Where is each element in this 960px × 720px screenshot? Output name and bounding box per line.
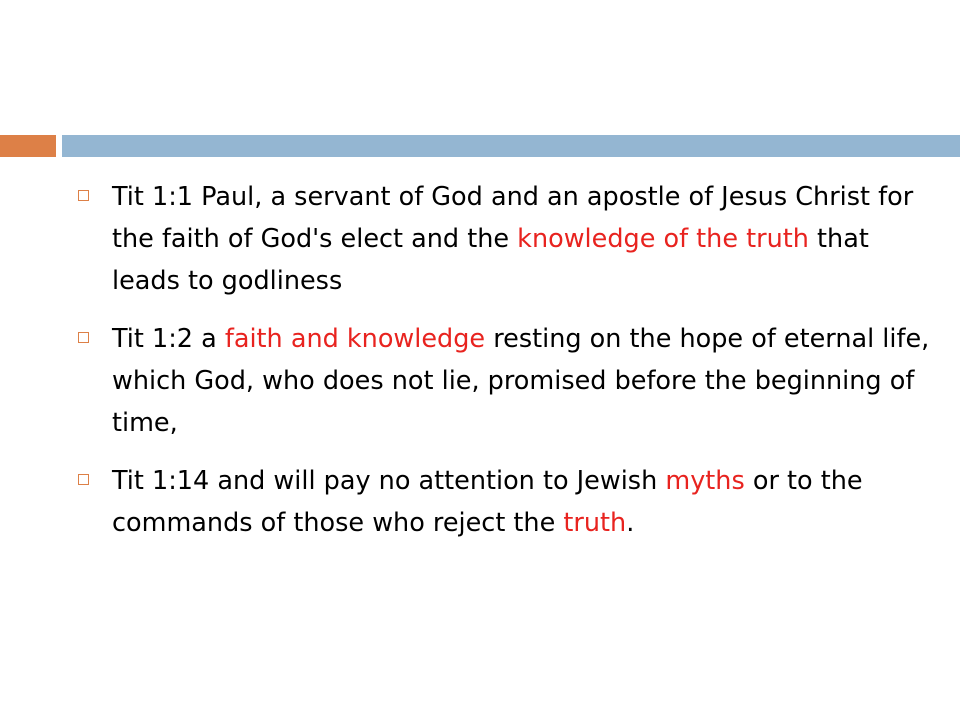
- bullet-item-tit-1-14: [74, 460, 934, 544]
- bullet-item-tit-1-1: [74, 176, 934, 302]
- square-bullet-icon: [78, 332, 89, 343]
- text-segment: .: [626, 508, 635, 538]
- text-segment: Tit 1:1 Paul, a servant of God and an apostle of Jesus Christ for the faith of God's elect and the: [112, 182, 914, 254]
- accent-bar-blue: [62, 135, 960, 157]
- highlighted-phrase: myths: [665, 466, 745, 496]
- verse-text: [112, 324, 929, 438]
- verse-text: [112, 182, 913, 296]
- bullet-list: [74, 176, 934, 560]
- text-segment: resting on the hope of eternal life, which God, who does not lie, promised before the beginning of time,: [112, 324, 930, 438]
- highlighted-phrase: knowledge of the truth: [517, 224, 809, 254]
- highlighted-phrase: truth: [563, 508, 627, 538]
- bullet-item-tit-1-2: [74, 318, 934, 444]
- highlighted-phrase: faith and knowledge: [224, 324, 486, 354]
- text-segment: Tit 1:14 and will pay no attention to Jewish: [112, 466, 666, 496]
- text-segment: or to the commands of those who reject the: [112, 466, 863, 538]
- square-bullet-icon: [78, 474, 89, 485]
- accent-bar-orange: [0, 135, 56, 157]
- text-segment: Tit 1:2 a: [112, 324, 225, 354]
- square-bullet-icon: [78, 190, 89, 201]
- text-segment: that leads to godliness: [112, 224, 869, 296]
- verse-text: [112, 466, 863, 538]
